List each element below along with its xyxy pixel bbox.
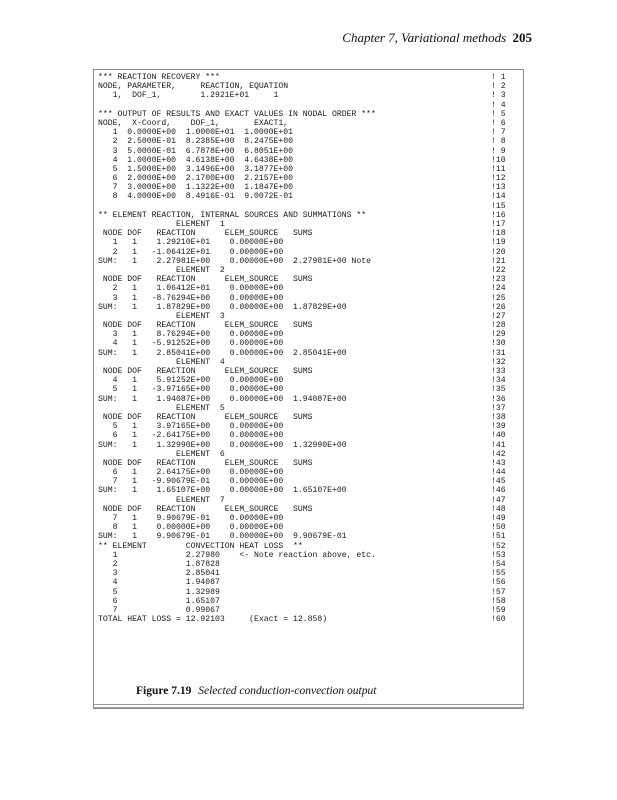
listing-line-text: 2 1 -1.06412E+01 0.00000E+00 <box>98 247 284 257</box>
listing-line-number: !31 <box>491 348 506 358</box>
listing-line-text: ELEMENT 1 <box>98 220 225 229</box>
listing-line-number: !38 <box>491 412 506 422</box>
listing-line-text: ELEMENT 4 <box>98 357 225 367</box>
listing-line <box>98 505 520 514</box>
listing-line-text: NODE DOF REACTION ELEM_SOURCE SUMS <box>98 504 313 514</box>
listing-line <box>98 211 520 220</box>
listing-line <box>98 137 520 146</box>
listing-line-text: ELEMENT 6 <box>98 449 225 459</box>
figure-caption <box>136 685 376 697</box>
listing-line-number: !51 <box>491 532 506 542</box>
listing-line-number: !17 <box>491 220 506 229</box>
listing-line-text: 4 1 5.91252E+00 0.00000E+00 <box>98 376 284 386</box>
caption-rule-bottom <box>93 707 524 708</box>
listing-line <box>98 422 520 431</box>
output-listing <box>98 73 520 683</box>
listing-line-number: !21 <box>491 256 506 266</box>
listing-line-text: ELEMENT 7 <box>98 495 225 505</box>
listing-line-text: 6 1 2.64175E+00 0.00000E+00 <box>98 468 284 478</box>
listing-line-number: ! 7 <box>491 128 506 138</box>
listing-line-number: !40 <box>491 431 506 441</box>
listing-line-number: !47 <box>491 495 506 505</box>
listing-line-number: ! 9 <box>491 146 506 156</box>
listing-line-text: 7 3.0000E+00 1.1322E+00 1.1847E+00 <box>98 183 294 193</box>
listing-line <box>98 459 520 468</box>
listing-line <box>98 431 520 440</box>
listing-line-number: !56 <box>491 578 506 588</box>
listing-line <box>98 275 520 284</box>
listing-line-text: 3 1 8.76294E+00 0.00000E+00 <box>98 330 284 340</box>
listing-line <box>98 339 520 348</box>
listing-line-number: !16 <box>491 210 506 220</box>
listing-line <box>98 202 520 211</box>
listing-line-text: 7 1 -9.90679E-01 0.00000E+00 <box>98 477 284 487</box>
listing-line-number: !57 <box>491 587 506 597</box>
listing-line-text: SUM: 1 2.85041E+00 0.00000E+00 2.85041E+00 <box>98 348 347 358</box>
listing-line <box>98 192 520 201</box>
caption-rule-top <box>93 704 524 705</box>
listing-line-number: !20 <box>491 247 506 257</box>
listing-line-text: 2 1 1.06412E+01 0.00000E+00 <box>98 284 284 294</box>
listing-line <box>98 588 520 597</box>
listing-line <box>98 606 520 615</box>
listing-line-text: 1 2.27980 <- Note reaction above, etc. <box>98 550 376 560</box>
listing-line-text: SUM: 1 1.94087E+00 0.00000E+00 1.94087E+00 <box>98 394 347 404</box>
listing-line-text: 6 1 -2.64175E+00 0.00000E+00 <box>98 431 284 441</box>
listing-line-text: NODE DOF REACTION ELEM_SOURCE SUMS <box>98 229 313 239</box>
listing-line <box>98 578 520 587</box>
listing-line-number: !59 <box>491 605 506 615</box>
listing-line <box>98 101 520 110</box>
listing-line <box>98 404 520 413</box>
listing-line-text: 5 1 3.97165E+00 0.00000E+00 <box>98 422 284 432</box>
listing-line <box>98 551 520 560</box>
listing-line-text: SUM: 1 9.90679E-01 0.00000E+00 9.90679E-01 <box>98 532 347 542</box>
listing-line-number: !34 <box>491 376 506 386</box>
listing-line-number: ! 6 <box>491 118 506 128</box>
listing-line-number: !29 <box>491 330 506 340</box>
listing-line-text: 3 5.0000E-01 6.7878E+00 6.8051E+00 <box>98 146 294 156</box>
listing-line-number: !45 <box>491 477 506 487</box>
listing-line <box>98 615 520 624</box>
listing-line <box>98 367 520 376</box>
listing-line <box>98 248 520 257</box>
listing-line <box>98 147 520 156</box>
listing-line <box>98 312 520 321</box>
listing-line-text: NODE DOF REACTION ELEM_SOURCE SUMS <box>98 367 313 376</box>
listing-line-number: !35 <box>491 385 506 395</box>
listing-line <box>98 441 520 450</box>
listing-line-number: !22 <box>491 265 506 275</box>
listing-line-number: !24 <box>491 284 506 294</box>
listing-line-text: 3 2.85041 <box>98 569 220 579</box>
listing-line-number: ! 2 <box>491 82 506 92</box>
listing-line-number: !53 <box>491 550 506 560</box>
listing-line <box>98 477 520 486</box>
listing-line-text: 4 1.94087 <box>98 578 220 588</box>
listing-line <box>98 486 520 495</box>
listing-line-number: ! 1 <box>491 73 506 82</box>
listing-line-number: !10 <box>491 155 506 165</box>
listing-line <box>98 183 520 192</box>
listing-line-text: NODE DOF REACTION ELEM_SOURCE SUMS <box>98 275 313 285</box>
listing-line-text: SUM: 1 1.32990E+00 0.00000E+00 1.32990E+00 <box>98 440 347 450</box>
listing-line-number: !28 <box>491 321 506 331</box>
listing-line <box>98 385 520 394</box>
listing-line <box>98 119 520 128</box>
listing-line-number: !26 <box>491 302 506 312</box>
listing-line-number: !25 <box>491 293 506 303</box>
listing-line <box>98 560 520 569</box>
listing-line-text: ** ELEMENT CONVECTION HEAT LOSS ** <box>98 541 303 551</box>
listing-line-text: TOTAL HEAT LOSS = 12.92103 (Exact = 12.858) <box>98 615 328 625</box>
listing-line-number: !58 <box>491 596 506 606</box>
listing-line <box>98 266 520 275</box>
listing-line-text: NODE, PARAMETER, REACTION, EQUATION <box>98 82 289 92</box>
listing-line <box>98 303 520 312</box>
listing-line-text: 6 1.65107 <box>98 596 220 606</box>
listing-line-number: !33 <box>491 367 506 376</box>
listing-line-number: !43 <box>491 458 506 468</box>
listing-line <box>98 73 520 82</box>
listing-line <box>98 532 520 541</box>
listing-line <box>98 257 520 266</box>
listing-line-text: 2 2.5000E-01 8.2385E+00 8.2475E+00 <box>98 137 294 147</box>
listing-line-text: ELEMENT 3 <box>98 311 225 321</box>
listing-line-text: NODE DOF REACTION ELEM_SOURCE SUMS <box>98 321 313 331</box>
listing-line <box>98 82 520 91</box>
listing-line-text: 7 1 9.90679E-01 0.00000E+00 <box>98 514 284 523</box>
listing-line-text: SUM: 1 1.87829E+00 0.00000E+00 1.87829E+00 <box>98 302 347 312</box>
listing-line <box>98 284 520 293</box>
listing-line-number: !46 <box>491 486 506 496</box>
listing-line <box>98 569 520 578</box>
listing-line-text: 1, DOF_1, 1.2921E+01 1 <box>98 91 279 101</box>
listing-line-text: 7 0.99067 <box>98 605 220 615</box>
listing-line-text: ** ELEMENT REACTION, INTERNAL SOURCES AND SUMMATIONS ** <box>98 210 367 220</box>
listing-line-text: 8 1 0.00000E+00 0.00000E+00 <box>98 523 284 533</box>
listing-line-text: ELEMENT 5 <box>98 403 225 413</box>
listing-line-text: SUM: 1 2.27981E+00 0.00000E+00 2.27981E+00 Note <box>98 256 372 266</box>
listing-line <box>98 468 520 477</box>
listing-line <box>98 321 520 330</box>
listing-line-number: !27 <box>491 311 506 321</box>
listing-line-number: !44 <box>491 468 506 478</box>
listing-line-text: NODE DOF REACTION ELEM_SOURCE SUMS <box>98 412 313 422</box>
listing-line <box>98 110 520 119</box>
chapter-title: Chapter 7, Variational methods <box>342 30 507 45</box>
listing-line-number: ! 4 <box>491 100 506 110</box>
listing-line <box>98 514 520 523</box>
listing-line <box>98 156 520 165</box>
listing-line-number: !36 <box>491 394 506 404</box>
listing-line <box>98 294 520 303</box>
listing-line <box>98 238 520 247</box>
listing-line-number: ! 3 <box>491 91 506 101</box>
listing-line-number: !52 <box>491 541 506 551</box>
listing-line-text: 5 1 -3.97165E+00 0.00000E+00 <box>98 385 284 395</box>
listing-line-number: !48 <box>491 504 506 514</box>
listing-line <box>98 128 520 137</box>
listing-line-number: !23 <box>491 275 506 285</box>
listing-line <box>98 523 520 532</box>
listing-line-number: !30 <box>491 339 506 349</box>
figure-caption-text: Selected conduction-convection output <box>198 685 377 697</box>
listing-line-text: 1 0.0000E+00 1.0000E+01 1.0000E+01 <box>98 128 294 138</box>
listing-line-number: !32 <box>491 357 506 367</box>
listing-line <box>98 349 520 358</box>
listing-line-number: !13 <box>491 183 506 193</box>
listing-line-number: !55 <box>491 569 506 579</box>
listing-line-number: !19 <box>491 238 506 248</box>
listing-line-number: !41 <box>491 440 506 450</box>
listing-line-number: !14 <box>491 192 506 202</box>
listing-line-text: NODE, X-Coord, DOF_1, EXACT1, <box>98 118 289 128</box>
listing-line <box>98 229 520 238</box>
listing-line <box>98 358 520 367</box>
listing-line-text: 3 1 -8.76294E+00 0.00000E+00 <box>98 293 284 303</box>
listing-line-number: !15 <box>491 201 506 211</box>
listing-line-text: 8 4.0000E+00 8.4916E-01 9.0072E-01 <box>98 192 294 202</box>
listing-line <box>98 450 520 459</box>
figure-label: Figure 7.19 <box>136 685 192 697</box>
listing-line-number: !54 <box>491 559 506 569</box>
listing-line-number: !60 <box>491 615 506 625</box>
listing-line-text: 2 1.87828 <box>98 559 220 569</box>
listing-line <box>98 413 520 422</box>
listing-line <box>98 597 520 606</box>
listing-line-text: 1 1 1.29210E+01 0.00000E+00 <box>98 238 284 248</box>
listing-line-text: SUM: 1 1.65107E+00 0.00000E+00 1.65107E+00 <box>98 486 347 496</box>
listing-line-number: !42 <box>491 449 506 459</box>
page-header <box>0 30 532 46</box>
listing-line-number: ! 5 <box>491 109 506 119</box>
listing-line-number: !49 <box>491 514 506 523</box>
listing-line <box>98 174 520 183</box>
listing-line-number: !50 <box>491 523 506 533</box>
listing-line-number: !39 <box>491 422 506 432</box>
listing-line-number: !12 <box>491 174 506 184</box>
listing-line-text: ELEMENT 2 <box>98 265 225 275</box>
listing-line <box>98 496 520 505</box>
listing-line-number: !18 <box>491 229 506 239</box>
listing-line-text: 6 2.0000E+00 2.1700E+00 2.2157E+00 <box>98 174 294 184</box>
listing-line-text: *** REACTION RECOVERY *** <box>98 73 220 82</box>
listing-line-text: *** OUTPUT OF RESULTS AND EXACT VALUES IN NODAL ORDER *** <box>98 109 376 119</box>
listing-line <box>98 91 520 100</box>
listing-line <box>98 330 520 339</box>
listing-line-text: 5 1.5000E+00 3.1496E+00 3.1877E+00 <box>98 164 294 174</box>
listing-line-text: NODE DOF REACTION ELEM_SOURCE SUMS <box>98 458 313 468</box>
listing-line-number: !37 <box>491 403 506 413</box>
listing-line-text: 5 1.32989 <box>98 587 220 597</box>
listing-line-number: ! 8 <box>491 137 506 147</box>
listing-line <box>98 542 520 551</box>
page-number: 205 <box>512 30 532 45</box>
listing-line-text: 4 1 -5.91252E+00 0.00000E+00 <box>98 339 284 349</box>
listing-line <box>98 376 520 385</box>
listing-line <box>98 395 520 404</box>
listing-line-number: !11 <box>491 164 506 174</box>
listing-line <box>98 165 520 174</box>
listing-line-text: 4 1.0000E+00 4.6138E+00 4.6438E+00 <box>98 155 294 165</box>
listing-line <box>98 220 520 229</box>
